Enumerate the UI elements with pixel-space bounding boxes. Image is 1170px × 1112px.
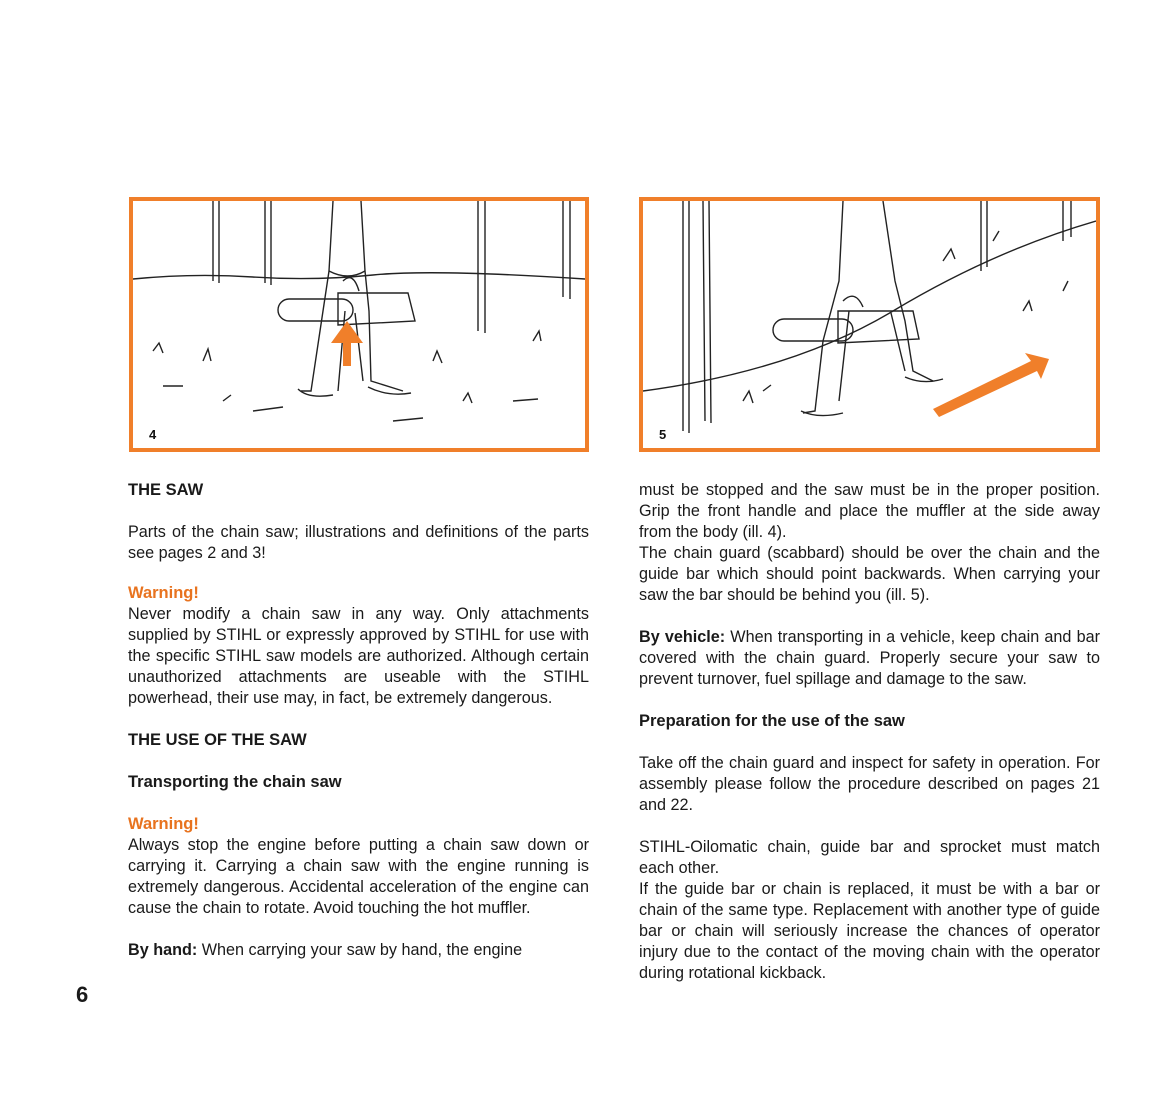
use-heading: THE USE OF THE SAW	[128, 731, 307, 749]
warning-1-title: Warning!	[128, 584, 199, 602]
by-hand-continued: must be stopped and the saw must be in the proper position. Grip the front handle and place the muffler at the side away from the body (ill. 4).	[639, 481, 1100, 541]
figure-4	[129, 197, 589, 452]
right-column	[639, 480, 1100, 984]
by-vehicle-lead: By vehicle:	[639, 628, 726, 646]
by-hand-text: When carrying your saw by hand, the engine	[201, 941, 523, 959]
saw-heading: THE SAW	[128, 481, 204, 499]
replace-text: If the guide bar or chain is replaced, it must be with a bar or chain of the same type. Replacement with another type of guide bar or chain will seriously increase the chances of operator injury due to the contact of the moving chain with the operator during rotational kickback.	[639, 880, 1100, 982]
figure-5	[639, 197, 1100, 452]
warning-1-text: Never modify a chain saw in any way. Only attachments supplied by STIHL or expressly approved by STIHL for use with the specific STIHL saw models are authorized. Although certain unauthorized attachments are useable with the STIHL powerhead, their use may, in fact, be extremely dangerous.	[128, 605, 589, 707]
figure-5-illustration	[643, 201, 1096, 448]
guard-text: The chain guard (scabbard) should be over the chain and the guide bar which should point backwards. When carrying your saw the bar should be behind you (ill. 5).	[639, 544, 1100, 604]
transport-heading: Transporting the chain saw	[128, 773, 342, 791]
by-vehicle-paragraph	[639, 627, 1100, 690]
figure-5-number: 5	[659, 427, 667, 442]
by-vehicle-text: When transporting in a vehicle, keep chain and bar covered with the chain guard. Properly secure your saw to prevent turnover, fuel spillage and damage to the saw.	[639, 628, 1100, 688]
figure-4-number: 4	[149, 427, 157, 442]
warning-2-title: Warning!	[128, 815, 199, 833]
saw-text: Parts of the chain saw; illustrations and definitions of the parts see pages 2 and 3!	[128, 523, 589, 562]
page-number: 6	[76, 982, 89, 1007]
preparation-text: Take off the chain guard and inspect for safety in operation. For assembly please follow the procedure described on pages 21 and 22.	[639, 754, 1100, 814]
warning-2-text: Always stop the engine before putting a chain saw down or carrying it. Carrying a chain saw with the engine running is extremely dangerous. Accidental acceleration of the engine can cause the chain to rotate. Avoid touching the hot muffler.	[128, 836, 589, 917]
left-column	[128, 480, 589, 961]
preparation-heading: Preparation for the use of the saw	[639, 712, 905, 730]
figure-4-illustration	[133, 201, 585, 448]
by-hand-paragraph	[128, 940, 589, 961]
match-text: STIHL-Oilomatic chain, guide bar and sprocket must match each other.	[639, 838, 1100, 877]
by-hand-lead: By hand:	[128, 941, 198, 959]
